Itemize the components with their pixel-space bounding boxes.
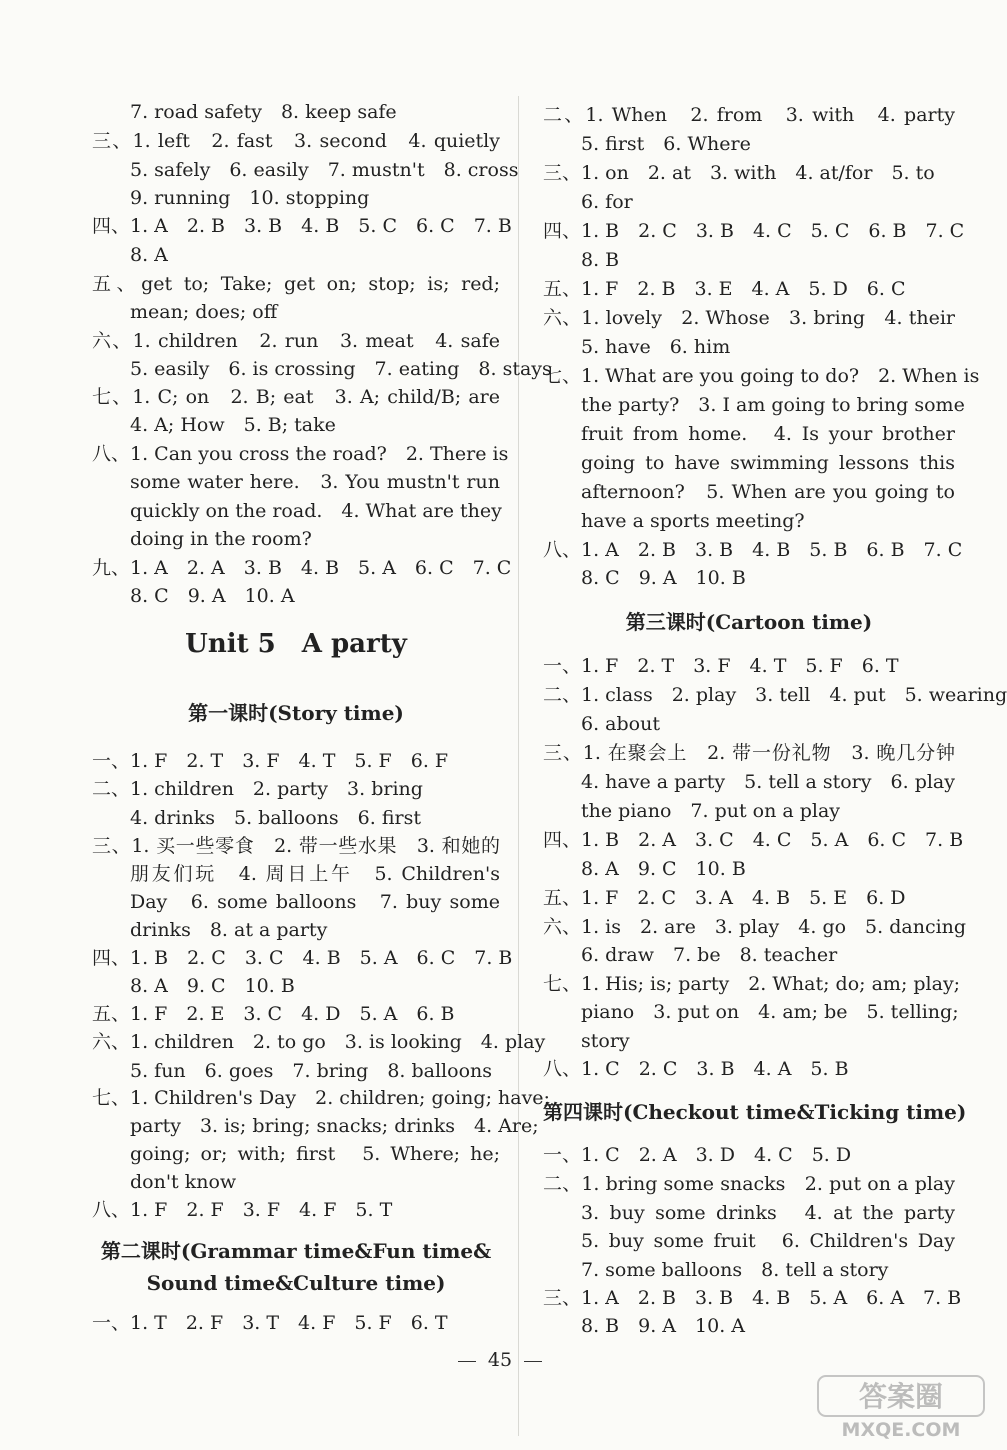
answer-line: 二、1. bring some snacks 2. put on a play [543, 1173, 955, 1195]
page-number-dash-right [524, 1361, 542, 1362]
answer-line: 六、1. children 2. to go 3. is looking 4. play [92, 1031, 546, 1053]
answer-line: 八、1. C 2. C 3. B 4. A 5. B [543, 1058, 849, 1080]
answer-line: 5. have 6. him [581, 336, 731, 358]
lesson-heading: 第三课时(Cartoon time) [625, 610, 873, 634]
answer-line: 四、1. A 2. B 3. B 4. B 5. C 6. C 7. B [92, 215, 512, 237]
answer-line: party 3. is; bring; snacks; drinks 4. Are; [130, 1115, 539, 1137]
answer-line: 3. buy some drinks 4. at the party [581, 1202, 955, 1224]
answer-line: 四、1. B 2. A 3. C 4. C 5. A 6. C 7. B [543, 829, 964, 851]
answer-line: 五、1. F 2. B 3. E 4. A 5. D 6. C [543, 278, 906, 300]
answer-line: the party? 3. I am going to bring some [581, 394, 965, 416]
answer-line: 9. running 10. stopping [130, 187, 370, 209]
answer-line: 三、1. on 2. at 3. with 4. at/for 5. to [543, 162, 935, 184]
answer-line: 5. easily 6. is crossing 7. eating 8. stays [130, 358, 552, 380]
answer-line: 8. A 9. C 10. B [581, 858, 746, 880]
answer-line: 三、1. left 2. fast 3. second 4. quietly [92, 130, 500, 152]
answer-line: piano 3. put on 4. am; be 5. telling; [581, 1001, 959, 1023]
lesson-heading: 第一课时(Story time) [188, 701, 404, 725]
answer-line: 6. for [581, 191, 633, 213]
answer-line: afternoon? 5. When are you going to [581, 481, 955, 503]
answer-line: 八、1. F 2. F 3. F 4. F 5. T [92, 1199, 393, 1221]
answer-line: 三、1. A 2. B 3. B 4. B 5. A 6. A 7. B [543, 1287, 962, 1309]
unit-heading: Unit 5 A party [185, 629, 407, 659]
page-number [0, 1348, 1000, 1372]
answer-line: have a sports meeting? [581, 510, 805, 532]
answer-line: 三、1. 买一些零食 2. 带一些水果 3. 和她的 [92, 835, 500, 857]
answer-line: some water here. 3. You mustn't run [130, 471, 500, 493]
answer-line: 七、1. Children's Day 2. children; going; have; [92, 1087, 550, 1109]
answer-line: 二、1. When 2. from 3. with 4. party [543, 104, 955, 126]
answer-line: 六、1. children 2. run 3. meat 4. safe [92, 330, 500, 352]
answer-line: 5. safely 6. easily 7. mustn't 8. cross [130, 159, 519, 181]
answer-line: 朋友们玩 4. 周日上午 5. Children's [130, 863, 500, 885]
answer-line: 4. A; How 5. B; take [130, 414, 336, 436]
answer-line: don't know [130, 1171, 237, 1193]
answer-line: 8. B [581, 249, 620, 271]
answer-line: 一、1. C 2. A 3. D 4. C 5. D [543, 1144, 852, 1166]
answer-line: 五、1. F 2. C 3. A 4. B 5. E 6. D [543, 887, 906, 909]
answer-line: Day 6. some balloons 7. buy some [130, 891, 500, 913]
answer-line: 七、1. His; is; party 2. What; do; am; play; [543, 973, 961, 995]
answer-line: 8. A 9. C 10. B [130, 975, 295, 997]
answer-line: doing in the room? [130, 528, 312, 550]
answer-line: 三、1. 在聚会上 2. 带一份礼物 3. 晚几分钟 [543, 742, 955, 764]
answer-line: 4. have a party 5. tell a story 6. play [581, 771, 955, 793]
answer-line: 一、1. T 2. F 3. T 4. F 5. F 6. T [92, 1312, 448, 1334]
answer-line: 6. draw 7. be 8. teacher [581, 944, 838, 966]
answer-line: story [581, 1030, 630, 1052]
answer-line: 八、1. Can you cross the road? 2. There is [92, 443, 509, 465]
answer-line: 九、1. A 2. A 3. B 4. B 5. A 6. C 7. C [92, 557, 512, 579]
answer-line: 六、1. is 2. are 3. play 4. go 5. dancing [543, 916, 967, 938]
site-watermark-logo [816, 1372, 986, 1442]
answer-line: quickly on the road. 4. What are they [130, 500, 502, 522]
answer-line: 5. fun 6. goes 7. bring 8. balloons [130, 1060, 493, 1082]
lesson-heading: 第四课时(Checkout time&Ticking time) [543, 1100, 967, 1124]
column-divider [518, 96, 519, 1436]
answer-line: 8. B 9. A 10. A [581, 1315, 745, 1337]
answer-line: 5. buy some fruit 6. Children's Day [581, 1230, 955, 1252]
answer-line: the piano 7. put on a play [581, 800, 841, 822]
answer-line: 四、1. B 2. C 3. B 4. C 5. C 6. B 7. C [543, 220, 965, 242]
answer-line: 二、1. children 2. party 3. bring [92, 778, 423, 800]
page-number-dash-left [458, 1361, 476, 1362]
answer-line: 五、1. F 2. E 3. C 4. D 5. A 6. B [92, 1003, 455, 1025]
answer-line: 7. road safety 8. keep safe [130, 101, 397, 123]
answer-line: 5. first 6. Where [581, 133, 751, 155]
lesson-heading: 第二课时(Grammar time&Fun time& [100, 1239, 492, 1263]
answer-line: going to have swimming lessons this [581, 452, 955, 474]
answer-line: 一、1. F 2. T 3. F 4. T 5. F 6. T [543, 655, 899, 677]
answer-line: drinks 8. at a party [130, 919, 328, 941]
page-number-text: 45 [487, 1349, 513, 1371]
watermark-title: 答案圈 [858, 1380, 944, 1413]
lesson-heading: Sound time&Culture time) [146, 1271, 446, 1295]
answer-line: fruit from home. 4. Is your brother [581, 423, 955, 445]
answer-line: 七、1. What are you going to do? 2. When is [543, 365, 980, 387]
answer-line: 一、1. F 2. T 3. F 4. T 5. F 6. F [92, 750, 449, 772]
answer-line: 五、get to; Take; get on; stop; is; red; [92, 273, 500, 295]
answer-line: 六、1. lovely 2. Whose 3. bring 4. their [543, 307, 955, 329]
answer-line: 七、1. C; on 2. B; eat 3. A; child/B; are [92, 386, 500, 408]
answer-line: 6. about [581, 713, 660, 735]
answer-line: 8. A [130, 244, 168, 266]
watermark-domain: MXQE.COM [841, 1419, 961, 1441]
answer-line: 8. C 9. A 10. B [581, 567, 746, 589]
answer-line: 7. some balloons 8. tell a story [581, 1259, 889, 1281]
answer-line: 8. C 9. A 10. A [130, 585, 295, 607]
answer-line: 八、1. A 2. B 3. B 4. B 5. B 6. B 7. C [543, 539, 963, 561]
answer-line: mean; does; off [130, 301, 278, 323]
answer-line: going; or; with; first 5. Where; he; [130, 1143, 500, 1165]
answer-line: 4. drinks 5. balloons 6. first [130, 807, 421, 829]
answer-line: 二、1. class 2. play 3. tell 4. put 5. wearing [543, 684, 1007, 706]
answer-line: 四、1. B 2. C 3. C 4. B 5. A 6. C 7. B [92, 947, 513, 969]
